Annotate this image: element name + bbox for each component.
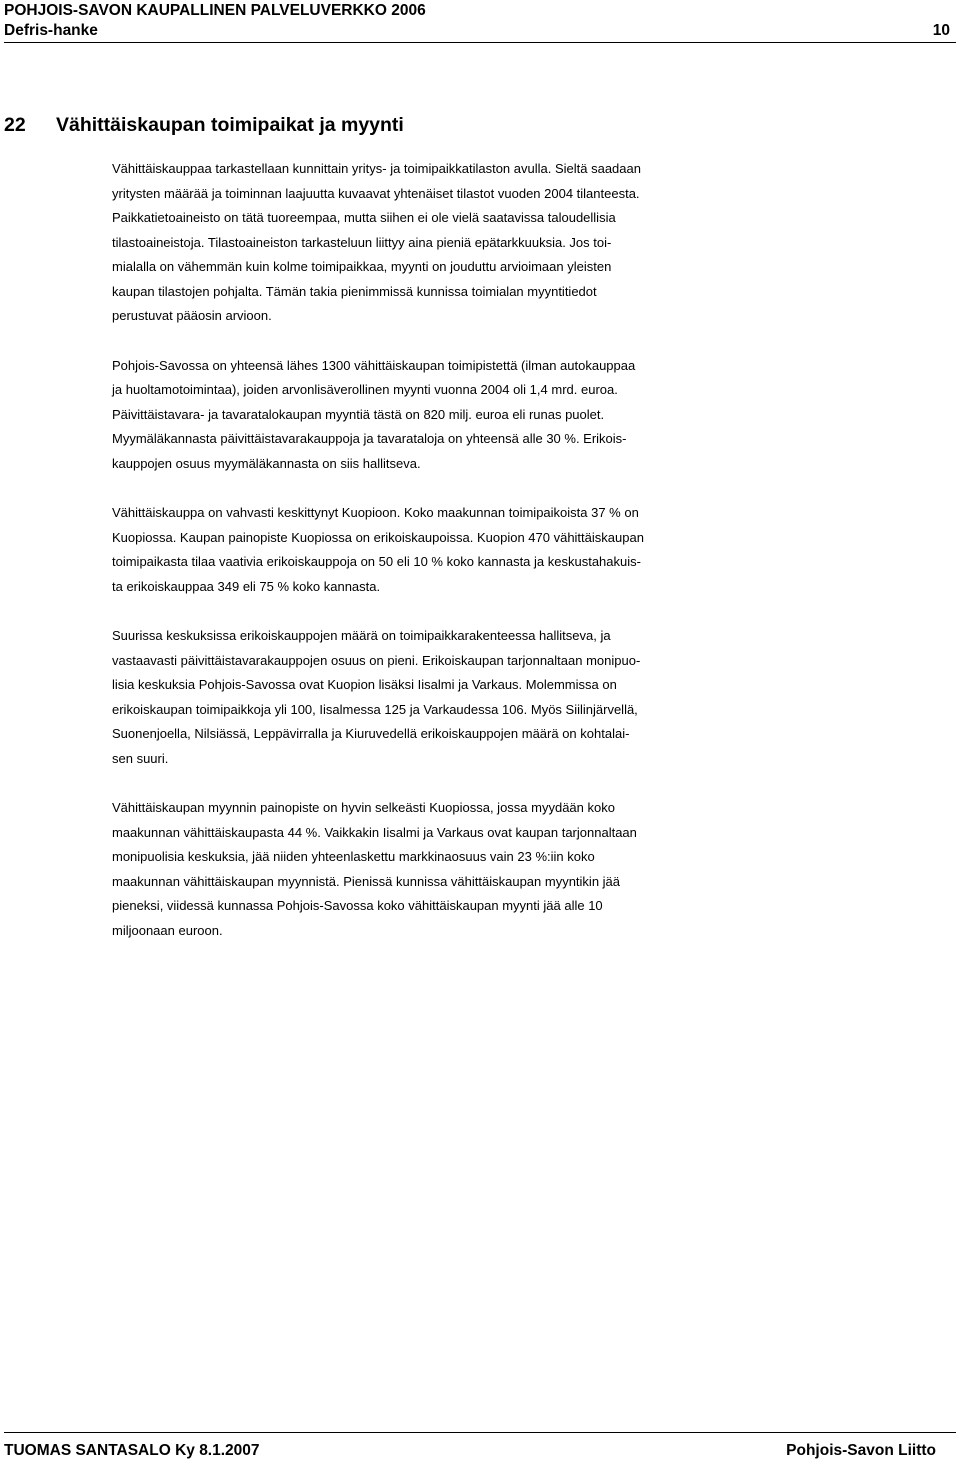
text-line: perustuvat pääosin arvioon. [112, 308, 272, 323]
text-line: Suurissa keskuksissa erikoiskauppojen määrä on toimipaikkarakenteessa hallitseva, ja [112, 628, 611, 643]
footer-organization: Pohjois-Savon Liitto [786, 1442, 936, 1459]
paragraph [112, 624, 960, 771]
paragraph [112, 796, 960, 943]
text-line: erikoiskaupan toimipaikkoja yli 100, Iisalmessa 125 ja Varkaudessa 106. Myös Siilinjärvellä, [112, 701, 638, 717]
text-line: mialalla on vähemmän kuin kolme toimipaikkaa, myynti on jouduttu arvioimaan yleisten [112, 259, 612, 274]
text-line: miljoonaan euroon. [112, 922, 223, 938]
section-title: Vähittäiskaupan toimipaikat ja myynti [56, 114, 404, 136]
page-header [4, 0, 954, 41]
text-line: Vähittäiskauppaa tarkastellaan kunnittain yritys- ja toimipaikkatilaston avulla. Sieltä saadaan [112, 161, 641, 176]
text-line: Kuopiossa. Kaupan painopiste Kuopiossa on erikoiskaupoissa. Kuopion 470 vähittäiskaupan [112, 529, 644, 545]
text-line: pieneksi, viidessä kunnassa Pohjois-Savossa koko vähittäiskaupan myynti jää alle 10 [112, 898, 603, 913]
project-name-row [4, 21, 954, 41]
page-number: 10 [932, 22, 950, 39]
text-line: toimipaikasta tilaa vaativia erikoiskauppoja on 50 eli 10 % koko kannasta ja keskustahakuis- [112, 554, 641, 569]
text-line: tilastoaineistoja. Tilastoaineiston tarkasteluun liittyy aina pieniä epätarkkuuksia. Jos toi- [112, 234, 612, 250]
text-line: kauppojen osuus myymäläkannasta on siis hallitseva. [112, 455, 421, 471]
text-line: Suonenjoella, Nilsiässä, Leppävirralla ja Kiuruvedellä erikoiskauppojen määrä on kohtalai- [112, 726, 630, 741]
text-line: kaupan tilastojen pohjalta. Tämän takia pienimmissä kunnissa toimialan myyntitiedot [112, 283, 597, 299]
page-footer [4, 1441, 954, 1461]
text-line: maakunnan vähittäiskaupasta 44 %. Vaikkakin Iisalmi ja Varkaus ovat kaupan tarjonnaltaan [112, 824, 637, 840]
text-line: Vähittäiskaupan myynnin painopiste on hyvin selkeästi Kuopiossa, jossa myydään koko [112, 800, 615, 815]
section-heading [4, 112, 404, 138]
text-line: sen suuri. [112, 750, 169, 766]
text-line: yritysten määrää ja toiminnan laajuutta kuvaavat yhtenäiset tilastot vuoden 2004 tilanteesta. [112, 185, 640, 201]
text-line: Paikkatietoaineisto on tätä tuoreempaa, mutta siihen ei ole vielä saatavissa taloudellisia [112, 210, 616, 225]
text-line: Pohjois-Savossa on yhteensä lähes 1300 vähittäiskaupan toimipistettä (ilman autokauppaa [112, 357, 636, 373]
document-title: POHJOIS-SAVON KAUPALLINEN PALVELUVERKKO 2006 [4, 2, 426, 19]
footer-author-date: TUOMAS SANTASALO Ky 8.1.2007 [4, 1442, 260, 1459]
body-text [112, 157, 960, 968]
project-name: Defris-hanke [4, 22, 98, 39]
paragraph [112, 354, 960, 477]
text-line: Myymäläkannasta päivittäistavarakauppoja ja tavarataloja on yhteensä alle 30 %. Erikois- [112, 431, 627, 446]
text-line: Vähittäiskauppa on vahvasti keskittynyt Kuopioon. Koko maakunnan toimipaikoista 37 % on [112, 505, 639, 520]
paragraph [112, 157, 960, 329]
footer-divider [4, 1432, 956, 1433]
text-line: monipuolisia keskuksia, jää niiden yhteenlaskettu markkinaosuus vain 23 %:iin koko [112, 849, 595, 864]
text-line: maakunnan vähittäiskaupan myynnistä. Pienissä kunnissa vähittäiskaupan myyntikin jää [112, 873, 621, 889]
paragraph [112, 501, 960, 599]
text-line: lisia keskuksia Pohjois-Savossa ovat Kuopion lisäksi Iisalmi ja Varkaus. Molemmissa on [112, 677, 617, 692]
text-line: vastaavasti päivittäistavarakauppojen osuus on pieni. Erikoiskaupan tarjonnaltaan monipuo- [112, 652, 641, 668]
text-line: ta erikoiskauppaa 349 eli 75 % koko kannasta. [112, 578, 381, 594]
text-line: Päivittäistavara- ja tavaratalokaupan myyntiä tästä on 820 milj. euroa eli runas puolet. [112, 406, 605, 422]
header-divider [4, 42, 956, 43]
section-number: 22 [4, 114, 26, 136]
text-line: ja huoltamotoimintaa), joiden arvonlisäverollinen myynti vuonna 2004 oli 1,4 mrd. euroa. [112, 382, 618, 397]
